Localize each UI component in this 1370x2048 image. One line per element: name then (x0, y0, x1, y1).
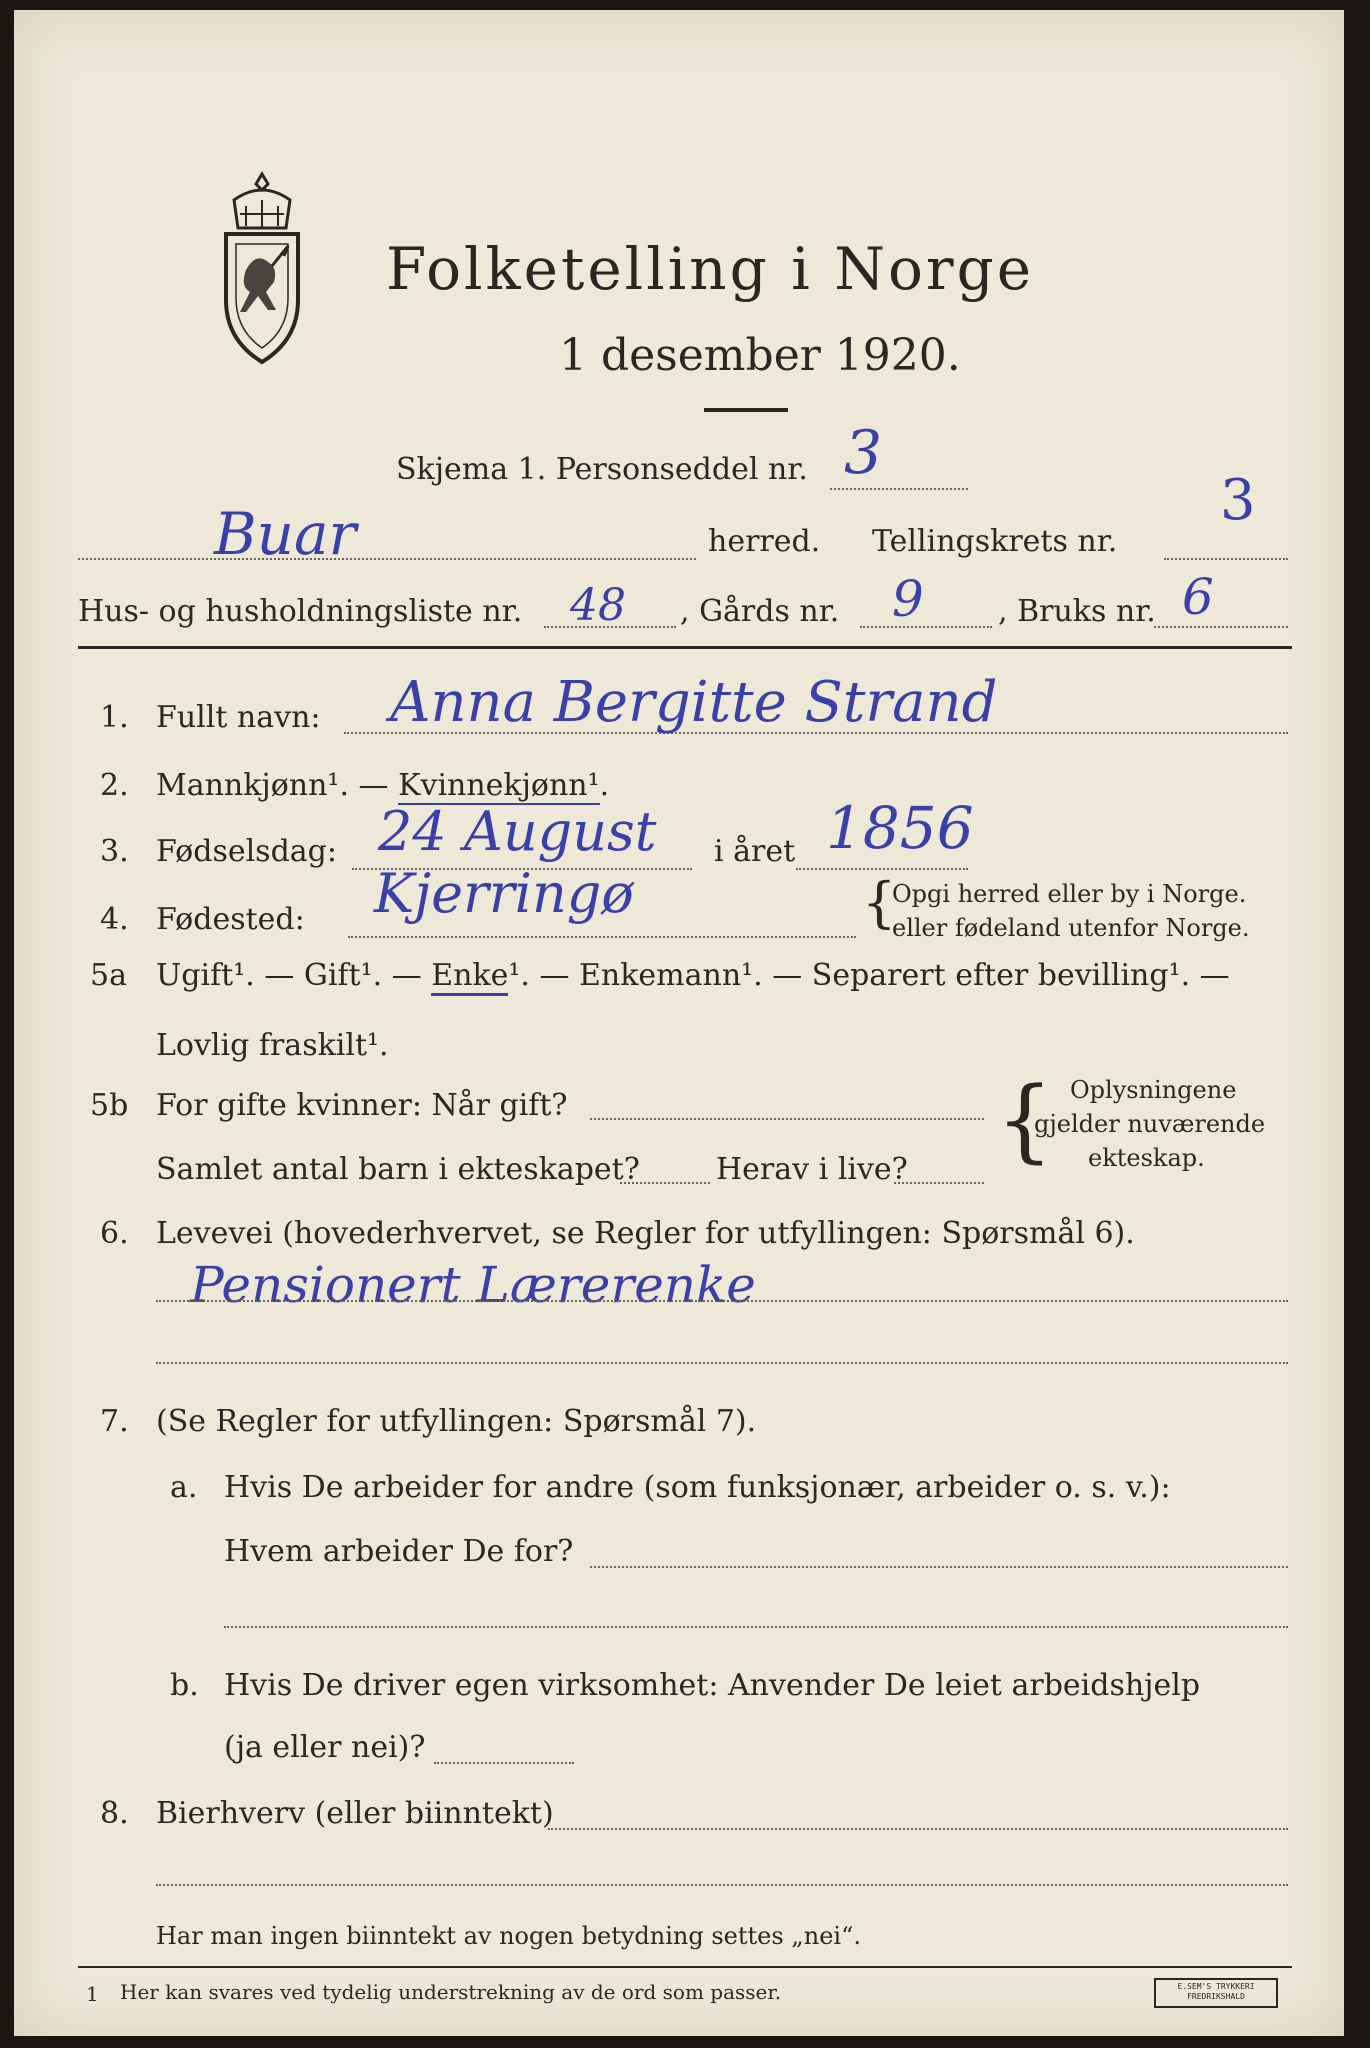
herred-dotline (78, 558, 696, 560)
q5a-post: ¹. — Enkemann¹. — Separert efter bevilling¹. — (508, 958, 1230, 993)
q7b-text: Hvis De driver egen virksomhet: Anvender De leiet arbeidshjelp (224, 1668, 1201, 1703)
hus-label: Hus- og husholdningsliste nr. (78, 594, 523, 629)
q4-dotline (348, 936, 856, 938)
q3-year-dotline (796, 868, 968, 870)
q6-dotline-1 (156, 1300, 1288, 1302)
herred-value: Buar (214, 500, 357, 568)
q3-number: 3. (100, 834, 129, 869)
q6-dotline-2 (156, 1362, 1288, 1364)
printer-stamp-text: E.SEM'S TRYKKERI FREDRIKSHALD (1177, 1982, 1255, 2001)
q5b-note-3: ekteskap. (1088, 1144, 1205, 1172)
form-date: 1 desember 1920. (559, 330, 961, 381)
form-title: Folketelling i Norge (386, 235, 1035, 303)
q7a-letter: a. (170, 1470, 198, 1505)
q5a-line2: Lovlig fraskilt¹. (156, 1028, 389, 1063)
gards-dotline (860, 626, 992, 628)
q2-options: Mannkjønn¹. — (156, 768, 399, 803)
q7b-letter: b. (170, 1668, 199, 1703)
q5b-note-1: Oplysningene (1070, 1076, 1237, 1104)
q5a-number: 5a (90, 958, 127, 993)
q3-label: Fødselsdag: (156, 834, 337, 869)
q4-note-1: Opgi herred eller by i Norge. (892, 880, 1247, 908)
q1-number: 1. (100, 700, 129, 735)
hus-nr-value: 48 (570, 580, 626, 631)
q7b-dotline (434, 1762, 574, 1764)
q4-brace: { (862, 871, 897, 934)
birthplace-value: Kjerringø (374, 862, 634, 925)
q8-dotline-1 (548, 1828, 1288, 1830)
q2-selected-option: Kvinnekjønn¹ (398, 768, 600, 803)
q8-number: 8. (100, 1796, 129, 1831)
q2-tail: . (599, 768, 610, 803)
birthdate-value: 24 August (378, 800, 657, 863)
q5a-selected-option: Enke (431, 958, 508, 996)
skjema-dotline (830, 488, 968, 490)
q6-number: 6. (100, 1216, 129, 1251)
tellingskrets-nr-value: 3 (1220, 468, 1256, 533)
footnote-number: 1 (86, 1982, 99, 2006)
q5a-marital-options (156, 958, 1230, 993)
q4-note-2: eller fødeland utenfor Norge. (892, 914, 1250, 942)
printer-stamp (1154, 1978, 1278, 2008)
q8-dotline-2 (156, 1884, 1288, 1886)
q5b-married-label: For gifte kvinner: Når gift? (156, 1088, 568, 1123)
q5b-number: 5b (90, 1088, 129, 1123)
skjema-nr-value: 3 (844, 418, 883, 488)
gards-nr-value: 9 (892, 570, 924, 628)
census-form (14, 10, 1344, 2036)
occupation-value: Pensionert Lærerenke (190, 1256, 756, 1314)
footnote-text: Her kan svares ved tydelig understrekning av de ord som passer. (120, 1980, 782, 2004)
q3-year-label: i året (714, 834, 796, 869)
footer-rule (78, 1966, 1292, 1968)
q2-gender (156, 768, 609, 803)
footer-note: Har man ingen biinntekt av nogen betydning settes „nei“. (156, 1922, 861, 1950)
header-rule (78, 646, 1292, 649)
bruks-label: , Bruks nr. (998, 594, 1156, 629)
coat-of-arms-emblem (212, 170, 312, 370)
bruks-dotline (1154, 626, 1288, 628)
q5b-note-2: gjelder nuværende (1034, 1110, 1266, 1138)
q7-label: (Se Regler for utfyllingen: Spørsmål 7). (156, 1404, 757, 1439)
herred-label: herred. (708, 524, 821, 559)
q7a-question: Hvem arbeider De for? (224, 1534, 574, 1569)
tellingskrets-dotline (1164, 558, 1288, 560)
birth-year-value: 1856 (826, 794, 974, 862)
tellingskrets-label: Tellingskrets nr. (872, 524, 1118, 559)
full-name-value: Anna Bergitte Strand (390, 670, 998, 735)
title-divider (704, 408, 788, 412)
q5b-married-dotline (590, 1118, 984, 1120)
q5b-brace: { (996, 1068, 1054, 1173)
q1-label: Fullt navn: (156, 700, 321, 735)
q5b-alive-label: Herav i live? (716, 1152, 908, 1187)
q7b-question: (ja eller nei)? (224, 1730, 426, 1765)
q4-label: Fødested: (156, 902, 305, 937)
q5b-children-label: Samlet antal barn i ekteskapet? (156, 1152, 640, 1187)
q4-number: 4. (100, 902, 129, 937)
q5b-alive-dotline (894, 1182, 984, 1184)
q5a-pre: Ugift¹. — Gift¹. — (156, 958, 432, 993)
q5b-children-dotline (620, 1182, 710, 1184)
q7-number: 7. (100, 1404, 129, 1439)
q2-number: 2. (100, 768, 129, 803)
bruks-nr-value: 6 (1182, 568, 1214, 626)
q7a-dotline-1 (590, 1566, 1288, 1568)
q8-label: Bierhverv (eller biinntekt) (156, 1796, 554, 1831)
q6-label: Levevei (hovederhvervet, se Regler for utfyllingen: Spørsmål 6). (156, 1216, 1135, 1251)
skjema-label: Skjema 1. Personseddel nr. (396, 452, 808, 487)
q7a-dotline-2 (224, 1626, 1288, 1628)
gards-label: , Gårds nr. (680, 594, 840, 629)
q7a-text: Hvis De arbeider for andre (som funksjonær, arbeider o. s. v.): (224, 1470, 1171, 1505)
